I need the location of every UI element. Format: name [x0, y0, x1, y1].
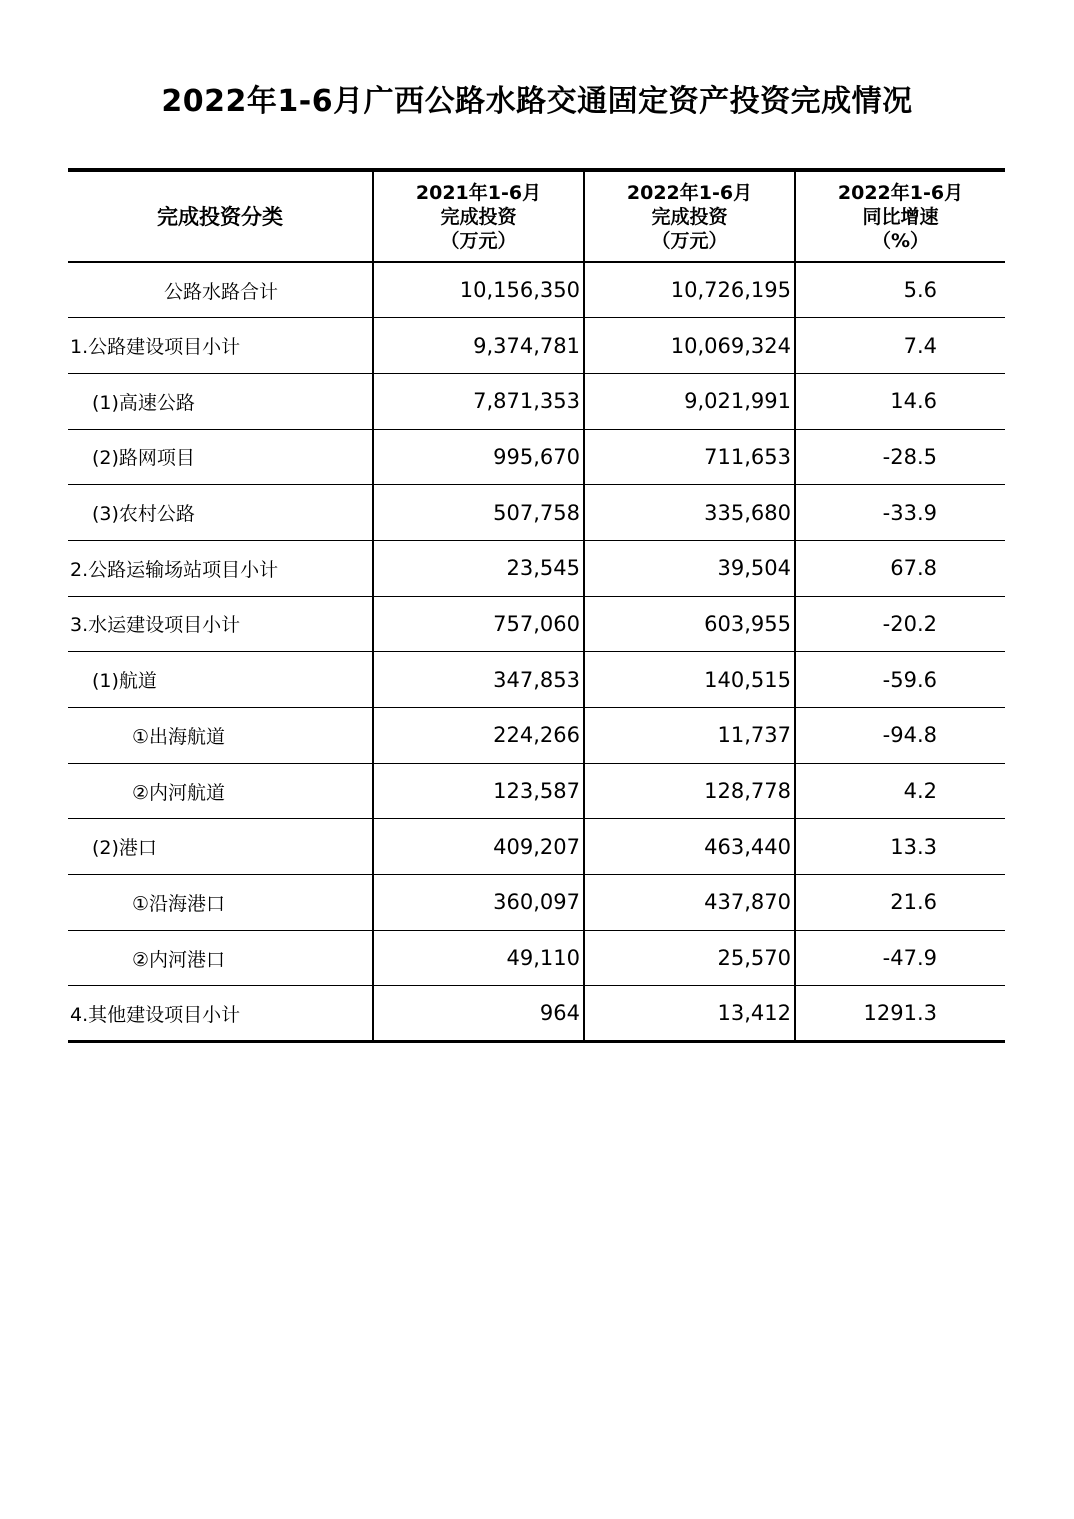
header-line: 完成投资 [440, 205, 517, 228]
value-2022: 9,021,991 [584, 373, 795, 429]
value-2021: 23,545 [373, 540, 584, 596]
value-2021: 10,156,350 [373, 262, 584, 318]
investment-table [68, 168, 1005, 1043]
header-line: 2022年1-6月 [626, 181, 753, 204]
value-2022: 11,737 [584, 708, 795, 764]
growth-rate: -28.5 [795, 429, 1005, 485]
table-row [68, 540, 1005, 596]
value-2022: 335,680 [584, 485, 795, 541]
table-row [68, 485, 1005, 541]
header-2022 [584, 170, 795, 262]
row-label: (2)路网项目 [68, 429, 373, 485]
value-2022: 25,570 [584, 930, 795, 986]
growth-rate: -47.9 [795, 930, 1005, 986]
value-2022: 128,778 [584, 763, 795, 819]
header-growth [795, 170, 1005, 262]
value-2022: 13,412 [584, 986, 795, 1042]
value-2021: 409,207 [373, 819, 584, 875]
header-line: （万元） [651, 229, 728, 252]
header-line: 完成投资 [651, 205, 728, 228]
value-2022: 437,870 [584, 875, 795, 931]
table-row [68, 708, 1005, 764]
row-label: ①出海航道 [68, 708, 373, 764]
growth-rate: 4.2 [795, 763, 1005, 819]
table-row [68, 986, 1005, 1042]
value-2021: 7,871,353 [373, 373, 584, 429]
header-line: 同比增速 [862, 205, 939, 228]
row-label: (2)港口 [68, 819, 373, 875]
value-2022: 463,440 [584, 819, 795, 875]
value-2021: 360,097 [373, 875, 584, 931]
growth-rate: 7.4 [795, 318, 1005, 374]
header-line: （万元） [440, 229, 517, 252]
table-row [68, 373, 1005, 429]
value-2021: 757,060 [373, 596, 584, 652]
row-label: 公路水路合计 [68, 262, 373, 318]
header-row [68, 170, 1005, 262]
row-label: (3)农村公路 [68, 485, 373, 541]
row-label: 2.公路运输场站项目小计 [68, 540, 373, 596]
growth-rate: 67.8 [795, 540, 1005, 596]
growth-rate: 13.3 [795, 819, 1005, 875]
row-label: 3.水运建设项目小计 [68, 596, 373, 652]
growth-rate: -94.8 [795, 708, 1005, 764]
growth-rate: -33.9 [795, 485, 1005, 541]
table-row [68, 930, 1005, 986]
growth-rate: 5.6 [795, 262, 1005, 318]
growth-rate: 21.6 [795, 875, 1005, 931]
row-label: ①沿海港口 [68, 875, 373, 931]
header-line: （%） [871, 229, 930, 252]
header-line: 2022年1-6月 [837, 181, 964, 204]
table-row [68, 875, 1005, 931]
value-2021: 347,853 [373, 652, 584, 708]
value-2022: 140,515 [584, 652, 795, 708]
row-label: 4.其他建设项目小计 [68, 986, 373, 1042]
row-label: (1)航道 [68, 652, 373, 708]
table-row [68, 596, 1005, 652]
value-2021: 9,374,781 [373, 318, 584, 374]
table-row [68, 763, 1005, 819]
growth-rate: -59.6 [795, 652, 1005, 708]
table-row [68, 819, 1005, 875]
growth-rate: 1291.3 [795, 986, 1005, 1042]
value-2022: 603,955 [584, 596, 795, 652]
value-2021: 123,587 [373, 763, 584, 819]
growth-rate: 14.6 [795, 373, 1005, 429]
value-2021: 224,266 [373, 708, 584, 764]
page-title: 2022年1-6月广西公路水路交通固定资产投资完成情况 [161, 84, 913, 119]
value-2021: 995,670 [373, 429, 584, 485]
value-2021: 964 [373, 986, 584, 1042]
value-2022: 711,653 [584, 429, 795, 485]
growth-rate: -20.2 [795, 596, 1005, 652]
header-category: 完成投资分类 [68, 170, 373, 262]
table-row [68, 652, 1005, 708]
table-row [68, 262, 1005, 318]
header-line: 2021年1-6月 [415, 181, 542, 204]
value-2022: 10,069,324 [584, 318, 795, 374]
row-label: ②内河航道 [68, 763, 373, 819]
value-2022: 10,726,195 [584, 262, 795, 318]
row-label: ②内河港口 [68, 930, 373, 986]
value-2021: 507,758 [373, 485, 584, 541]
header-2021 [373, 170, 584, 262]
value-2022: 39,504 [584, 540, 795, 596]
row-label: (1)高速公路 [68, 373, 373, 429]
value-2021: 49,110 [373, 930, 584, 986]
table-row [68, 429, 1005, 485]
table-row [68, 318, 1005, 374]
row-label: 1.公路建设项目小计 [68, 318, 373, 374]
